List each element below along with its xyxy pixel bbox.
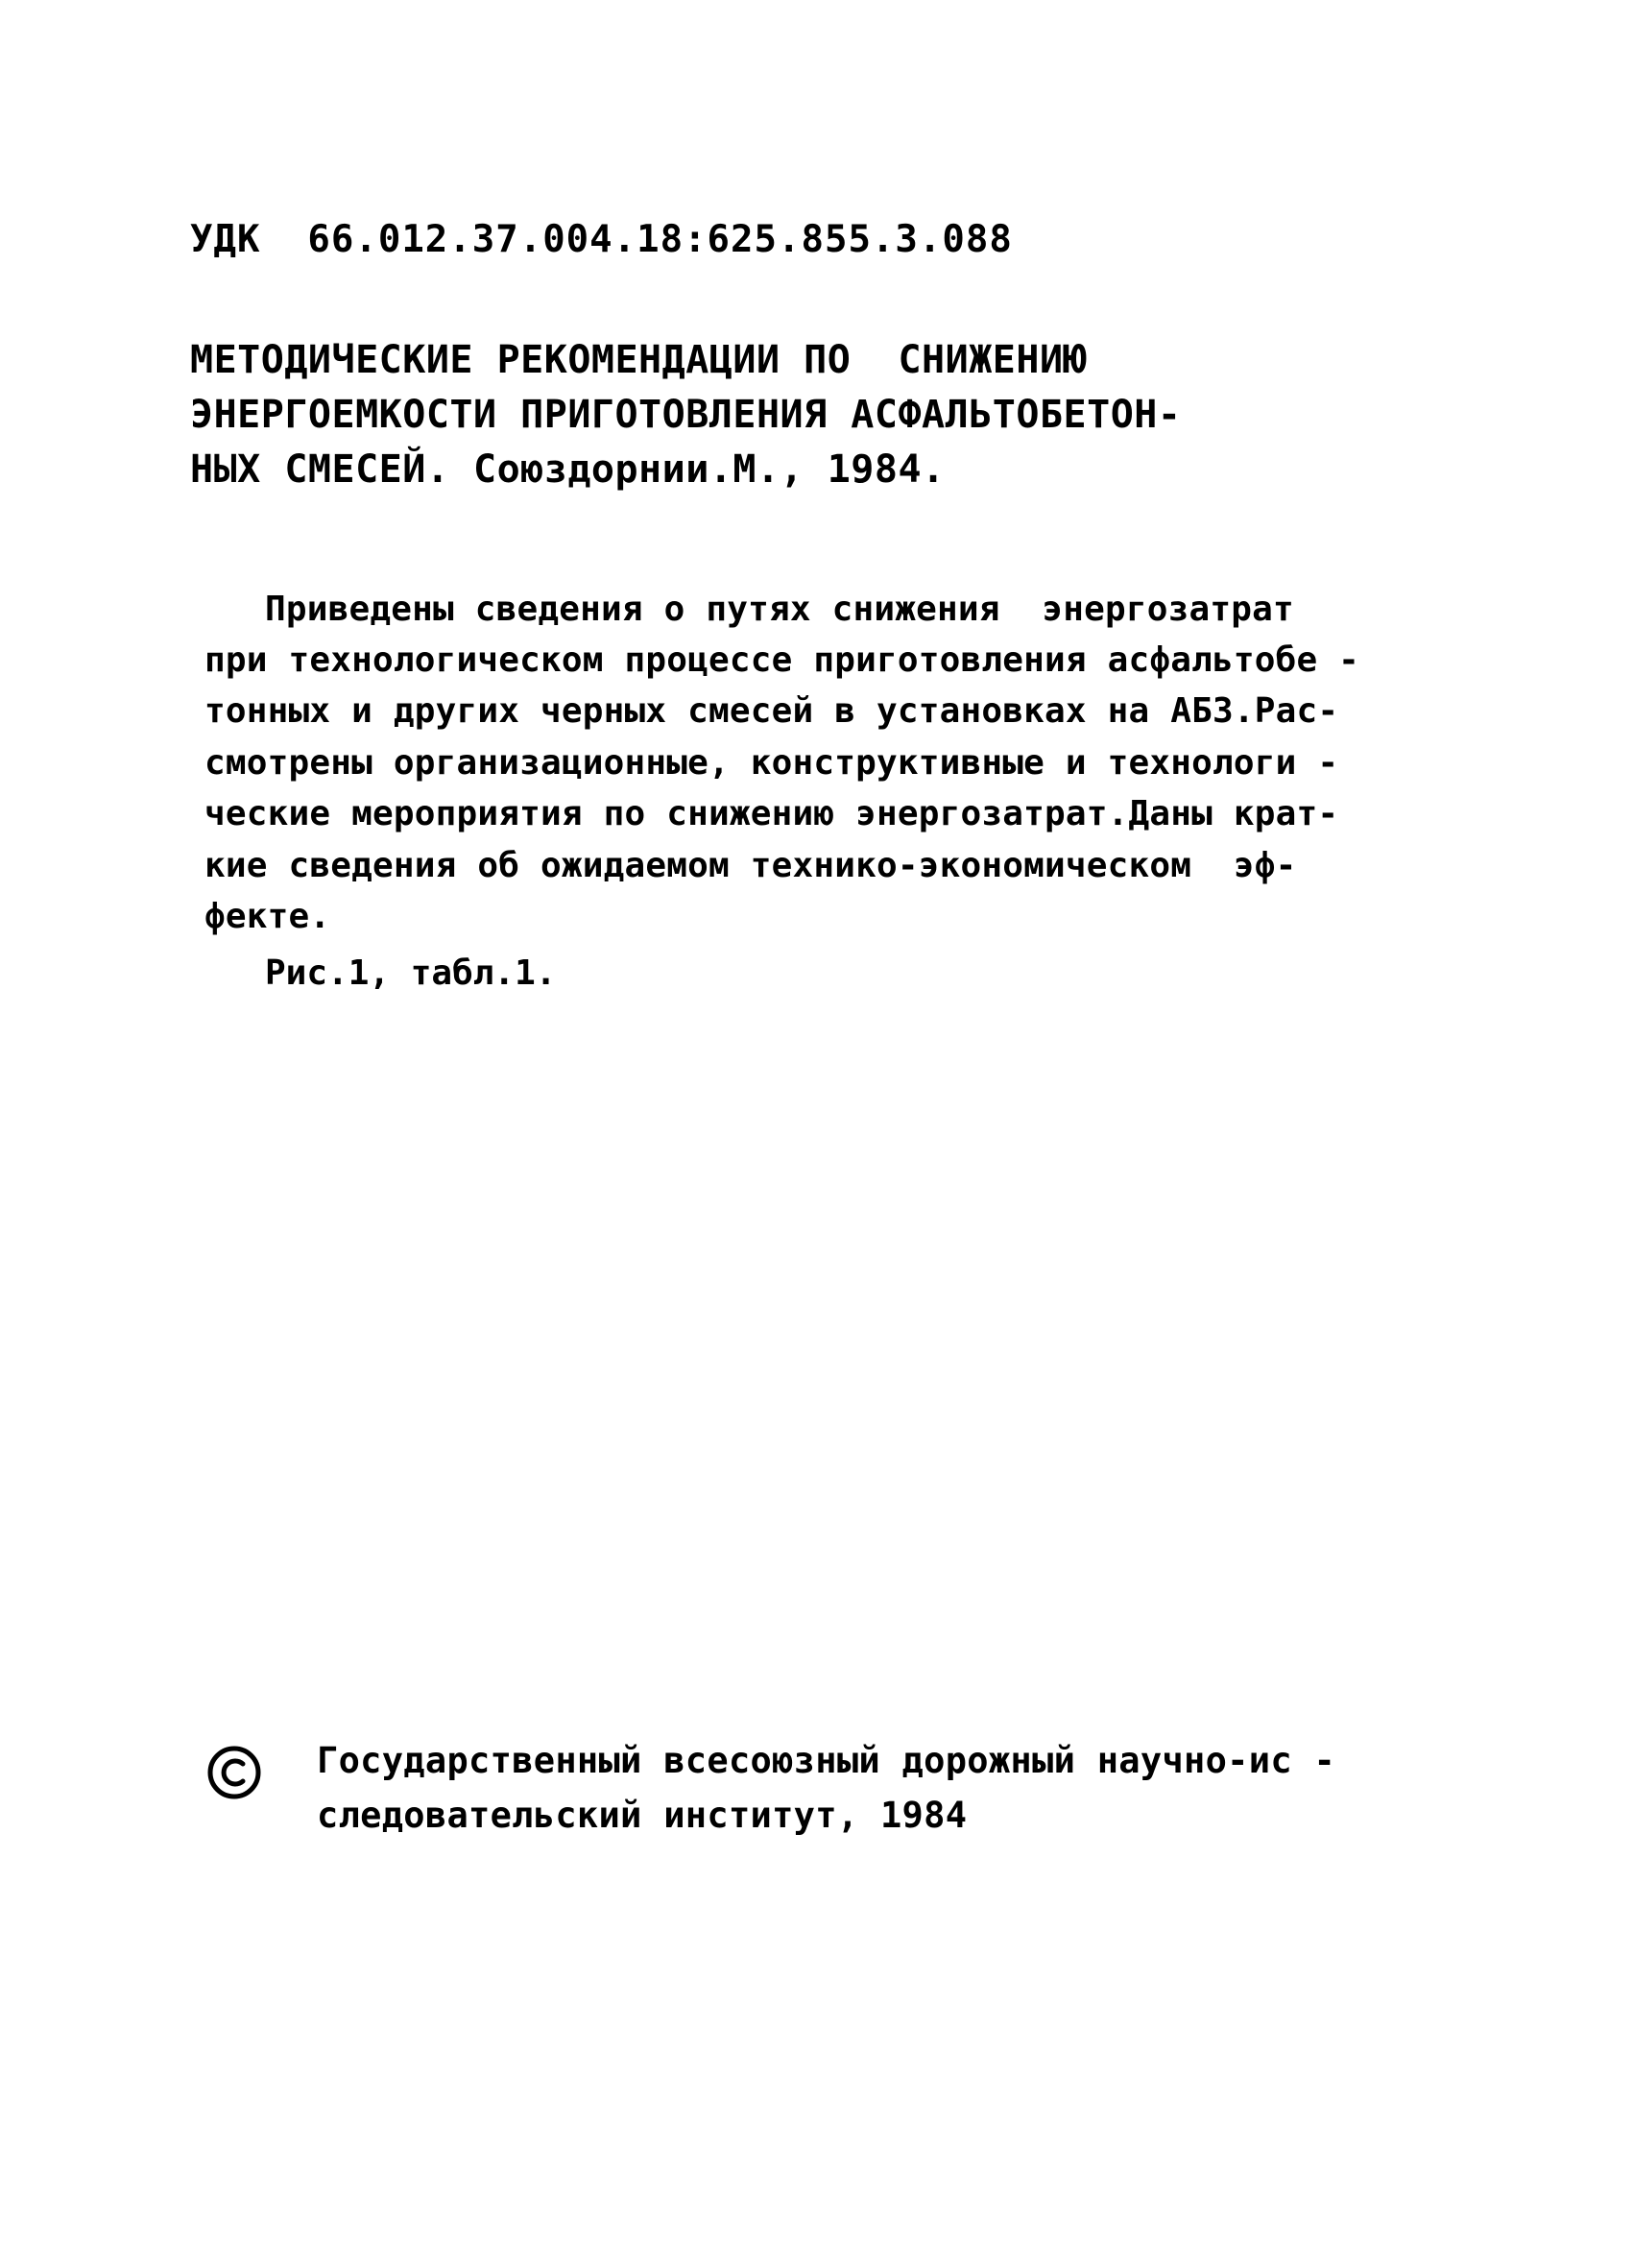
copyright-line: следовательский институт, 1984 [317, 1795, 968, 1836]
abstract-line: при технологическом процессе приготовления асфальтобе - [204, 640, 1360, 680]
figures-tables-note: Рис.1, табл.1. [265, 953, 557, 993]
copyright-line: Государственный всесоюзный дорожный научно-ис - [317, 1740, 1336, 1781]
abstract-line: Приведены сведения о путях снижения энергозатрат [265, 590, 1294, 629]
udk-code: УДК 66.012.37.004.18:625.855.3.088 [190, 218, 1013, 261]
title-line: НЫХ СМЕСЕЙ. Союздорнии.М., 1984. [190, 447, 946, 492]
title-line: ЭНЕРГОЕМКОСТИ ПРИГОТОВЛЕНИЯ АСФАЛЬТОБЕТОН- [190, 393, 1182, 437]
abstract-line: ческие мероприятия по снижению энергозатрат.Даны крат- [204, 794, 1339, 833]
copyright-icon [206, 1745, 262, 1800]
abstract-line: смотрены организационные, конструктивные и технологи - [204, 743, 1339, 783]
title-line: МЕТОДИЧЕСКИЕ РЕКОМЕНДАЦИИ ПО СНИЖЕНИЮ [190, 338, 1088, 382]
abstract-line: тонных и других черных смесей в установках на АБЗ.Рас- [204, 691, 1339, 731]
abstract-line: кие сведения об ожидаемом технико-экономическом эф- [204, 846, 1297, 885]
abstract-line: фекте. [204, 897, 331, 936]
